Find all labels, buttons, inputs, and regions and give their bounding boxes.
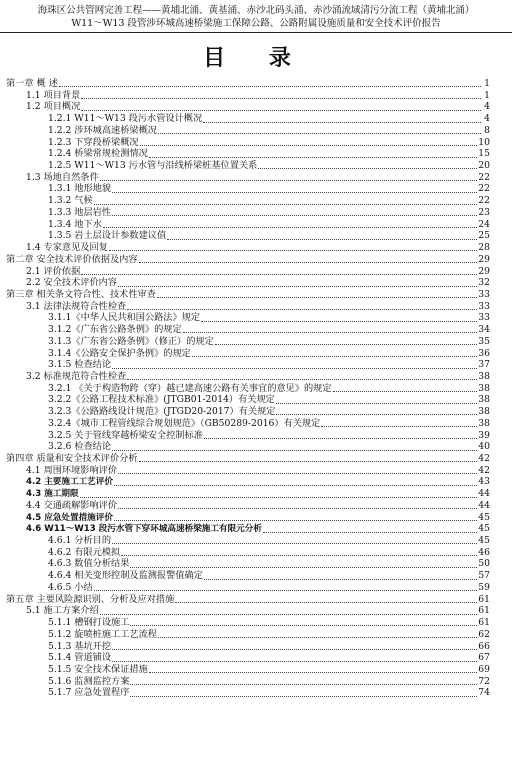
toc-dot-leader	[276, 395, 477, 404]
toc-entry[interactable]	[0, 664, 512, 676]
toc-entry-page-number: 38	[478, 394, 490, 406]
toc-entry[interactable]	[0, 641, 512, 653]
page-header	[0, 4, 512, 33]
toc-entry-label: 5.1.2 旋喷桩施工工艺流程	[48, 628, 157, 640]
toc-entry-page-number: 50	[478, 558, 490, 570]
toc-entry-label: 1.2.2 涉环城高速桥梁概况	[48, 124, 157, 136]
toc-entry-label: 4.5 应急处置措施评价	[26, 512, 113, 523]
toc-dot-leader	[112, 184, 477, 193]
toc-entry-label: 1.2.1 W11～W13 段污水管设计概况	[48, 113, 203, 125]
toc-dot-leader	[149, 149, 477, 158]
toc-dot-leader	[81, 266, 477, 275]
toc-entry-label: 3.1.5 检查结论	[48, 359, 112, 371]
toc-dot-leader	[139, 453, 478, 462]
toc-entry-label: 5.1.7 应急处置程序	[48, 687, 130, 699]
toc-entry-page-number: 36	[478, 347, 490, 359]
toc-entry-label: 第四章 质量和安全技术评价分析	[6, 453, 138, 464]
toc-entry[interactable]	[0, 406, 512, 418]
toc-entry-label: 3.1.4《公路安全保护条例》的规定	[48, 347, 191, 359]
toc-entry-page-number: 61	[478, 605, 490, 617]
toc-entry-page-number: 25	[478, 230, 490, 242]
toc-entry-page-number: 33	[478, 288, 490, 300]
toc-entry-page-number: 57	[478, 570, 490, 582]
toc-dot-leader	[167, 231, 477, 240]
toc-entry-label: 5.1.4 管道铺设	[48, 652, 112, 664]
toc-entry[interactable]	[0, 195, 512, 207]
toc-entry-label: 3.2.1 《关于构造物跨（穿）越已建高速公路有关事宜的意见》的规定	[48, 382, 332, 394]
toc-entry[interactable]	[0, 629, 512, 641]
toc-entry[interactable]	[0, 652, 512, 664]
toc-entry[interactable]	[0, 172, 512, 184]
table-of-contents	[0, 78, 512, 699]
toc-dot-leader	[175, 594, 477, 603]
toc-entry-label: 1.2.3 下穿段桥梁概况	[48, 136, 139, 148]
toc-entry-page-number: 44	[478, 488, 490, 500]
toc-entry-label: 4.6.2 有限元模拟	[48, 546, 121, 558]
toc-entry[interactable]	[0, 230, 512, 242]
toc-entry-page-number: 61	[478, 593, 490, 605]
toc-entry[interactable]	[0, 289, 512, 301]
toc-entry-label: 第二章 安全技术评价依据及内容	[6, 253, 138, 265]
toc-entry-label: 1.4 专家意见及回复	[26, 242, 108, 254]
toc-entry-label: 4.2 主要施工工艺评价	[26, 477, 113, 488]
toc-entry[interactable]	[0, 500, 512, 512]
toc-entry[interactable]	[0, 312, 512, 324]
toc-entry[interactable]	[0, 594, 512, 606]
toc-dot-leader	[81, 102, 481, 111]
toc-entry-page-number: 22	[478, 195, 490, 207]
toc-entry[interactable]	[0, 277, 512, 289]
toc-dot-leader	[127, 371, 477, 380]
toc-entry[interactable]	[0, 605, 512, 617]
toc-entry-page-number: 29	[478, 265, 490, 277]
toc-entry-page-number: 8	[484, 124, 490, 136]
toc-entry-label: 5.1 施工方案介绍	[26, 605, 99, 617]
toc-dot-leader	[114, 477, 477, 486]
toc-dot-leader	[112, 207, 477, 216]
toc-entry-page-number: 28	[478, 242, 490, 254]
toc-entry-label: 第三章 相关条文符合性、技术性审查	[6, 288, 156, 300]
toc-entry-page-number: 46	[478, 546, 490, 558]
toc-dot-leader	[118, 500, 477, 509]
toc-dot-leader	[103, 219, 477, 228]
toc-entry[interactable]	[0, 394, 512, 406]
toc-dot-leader	[158, 125, 481, 134]
toc-entry-label: 3.1.1《中华人民共和国公路法》规定	[48, 312, 201, 324]
toc-dot-leader	[183, 324, 478, 333]
toc-entry-page-number: 67	[478, 652, 490, 664]
toc-entry-label: 第一章 概 述	[6, 78, 58, 89]
toc-dot-leader	[321, 418, 477, 427]
toc-dot-leader	[121, 547, 477, 556]
toc-dot-leader	[149, 664, 477, 673]
toc-entry-label: 3.2.2《公路工程技术标准》(JTGB01-2014）有关规定	[48, 394, 275, 406]
toc-dot-leader	[158, 629, 477, 638]
toc-dot-leader	[130, 688, 477, 697]
toc-entry[interactable]	[0, 523, 512, 535]
toc-entry[interactable]	[0, 617, 512, 629]
toc-entry-label: 5.1.6 监测监控方案	[48, 675, 130, 687]
toc-entry-page-number: 38	[478, 370, 490, 382]
header-line-2: W11～W13 段管涉环城高速桥梁施工保障公路、公路附属设施质量和安全技术评价报告	[71, 18, 441, 29]
toc-entry[interactable]	[0, 430, 512, 442]
toc-entry-label: 1.3.3 地层岩性	[48, 206, 112, 218]
toc-entry-label: 3.1.2《广东省公路条例》的规定	[48, 324, 182, 336]
toc-entry-page-number: 4	[484, 101, 490, 113]
toc-entry[interactable]	[0, 535, 512, 547]
toc-dot-leader	[204, 571, 477, 580]
toc-entry-page-number: 45	[478, 523, 490, 535]
toc-entry-label: 3.2.6 检查结论	[48, 441, 112, 453]
toc-entry-page-number: 66	[478, 640, 490, 652]
toc-entry-label: 4.6.3 数值分析结果	[48, 558, 130, 570]
toc-entry-page-number: 33	[478, 312, 490, 324]
toc-entry-page-number: 72	[478, 675, 490, 687]
toc-entry-page-number: 38	[478, 417, 490, 429]
toc-dot-leader	[118, 278, 477, 287]
toc-entry-label: 3.2.4《城市工程管线综合规划规范》（GB50289-2016）有关规定	[48, 417, 321, 429]
toc-entry[interactable]	[0, 570, 512, 582]
toc-entry-page-number: 43	[478, 476, 490, 488]
toc-entry[interactable]	[0, 582, 512, 594]
toc-entry-page-number: 22	[478, 183, 490, 195]
toc-entry-page-number: 34	[478, 324, 490, 336]
toc-entry-label: 3.2 标准规范符合性检查	[26, 370, 127, 382]
toc-entry-page-number: 45	[478, 535, 490, 547]
toc-entry[interactable]	[0, 687, 512, 699]
toc-entry[interactable]	[0, 301, 512, 313]
toc-dot-leader	[203, 114, 481, 123]
toc-entry-label: 3.2.5 关于管线穿越桥梁安全控制标准	[48, 429, 203, 441]
toc-dot-leader	[333, 383, 478, 392]
toc-entry[interactable]	[0, 254, 512, 266]
toc-dot-leader	[130, 676, 477, 685]
toc-entry[interactable]	[0, 148, 512, 160]
toc-entry-label: 5.1.5 安全技术保证措施	[48, 663, 148, 675]
toc-dot-leader	[100, 606, 478, 615]
toc-entry[interactable]	[0, 383, 512, 395]
toc-entry-label: 1.3.2 气候	[48, 195, 93, 207]
toc-entry-label: 1.1 项目背景	[26, 89, 81, 101]
toc-entry-page-number: 20	[478, 160, 490, 172]
toc-entry-label: 1.3.1 地形地貌	[48, 183, 112, 195]
toc-entry-label: 4.1 周围环境影响评价	[26, 464, 118, 476]
toc-entry[interactable]	[0, 453, 512, 465]
toc-dot-leader	[258, 160, 477, 169]
toc-dot-leader	[192, 348, 477, 357]
toc-entry-page-number: 62	[478, 628, 490, 640]
toc-entry-label: 1.2.5 W11～W13 污水管与沿线桥梁桩基位置关系	[48, 160, 258, 172]
toc-entry-page-number: 61	[478, 617, 490, 629]
toc-entry[interactable]	[0, 266, 512, 278]
toc-entry[interactable]	[0, 78, 512, 90]
toc-dot-leader	[140, 137, 478, 146]
toc-dot-leader	[215, 336, 478, 345]
toc-dot-leader	[114, 512, 477, 521]
toc-entry-page-number: 15	[478, 148, 490, 160]
toc-entry-label: 4.4 交通疏解影响评价	[26, 499, 118, 511]
toc-entry-label: 4.6.1 分析目的	[48, 535, 112, 547]
toc-entry-label: 1.3.4 地下水	[48, 218, 102, 230]
toc-entry-page-number: 44	[478, 499, 490, 511]
toc-dot-leader	[100, 172, 478, 181]
toc-entry-page-number: 74	[478, 687, 490, 699]
toc-entry[interactable]	[0, 242, 512, 254]
toc-dot-leader	[112, 653, 477, 662]
toc-dot-leader	[201, 313, 477, 322]
toc-entry-page-number: 38	[478, 406, 490, 418]
toc-dot-leader	[112, 535, 477, 544]
toc-entry-page-number: 42	[478, 453, 490, 464]
toc-entry-page-number: 23	[478, 206, 490, 218]
toc-dot-leader	[157, 289, 477, 298]
toc-dot-leader	[118, 465, 477, 474]
toc-entry-page-number: 45	[478, 511, 490, 523]
toc-entry[interactable]	[0, 476, 512, 488]
toc-entry-page-number: 10	[478, 136, 490, 148]
toc-entry-label: 3.2.3《公路路线设计规范》(JTGD20-2017）有关规定	[48, 406, 276, 418]
toc-dot-leader	[139, 254, 478, 263]
toc-dot-leader	[81, 90, 481, 99]
toc-entry[interactable]	[0, 547, 512, 559]
toc-entry[interactable]	[0, 160, 512, 172]
toc-entry[interactable]	[0, 371, 512, 383]
toc-dot-leader	[204, 430, 477, 439]
toc-entry[interactable]	[0, 207, 512, 219]
toc-entry-page-number: 22	[478, 171, 490, 183]
toc-entry[interactable]	[0, 441, 512, 453]
toc-dot-leader	[263, 524, 477, 533]
toc-entry[interactable]	[0, 113, 512, 125]
toc-entry[interactable]	[0, 101, 512, 113]
toc-entry-page-number: 39	[478, 429, 490, 441]
toc-dot-leader	[112, 360, 477, 369]
toc-entry-page-number: 69	[478, 663, 490, 675]
toc-entry[interactable]	[0, 90, 512, 102]
toc-dot-leader	[59, 78, 481, 87]
toc-entry[interactable]	[0, 558, 512, 570]
toc-entry-page-number: 1	[484, 89, 490, 101]
toc-entry[interactable]	[0, 465, 512, 477]
toc-dot-leader	[130, 617, 477, 626]
toc-entry-page-number: 4	[484, 113, 490, 125]
toc-entry[interactable]	[0, 676, 512, 688]
toc-entry[interactable]	[0, 125, 512, 137]
toc-dot-leader	[94, 582, 478, 591]
toc-entry-label: 2.1 评价依据	[26, 265, 81, 277]
toc-entry-page-number: 1	[484, 78, 490, 89]
toc-entry[interactable]	[0, 348, 512, 360]
toc-entry-page-number: 33	[478, 300, 490, 312]
toc-entry-label: 5.1.3 基坑开挖	[48, 640, 112, 652]
toc-entry-page-number: 37	[478, 359, 490, 371]
page-title: 目 录	[203, 45, 309, 71]
toc-entry-label: 3.1.3《广东省公路条例》（修正）的规定	[48, 335, 214, 347]
toc-entry-label: 2.2 安全技术评价内容	[26, 277, 118, 289]
toc-entry[interactable]	[0, 324, 512, 336]
header-line-1: 海珠区公共管网完善工程——黄埔北涌、黄基涌、赤沙北码头涌、赤沙涌流域清污分流工程（黄埔北涌）	[37, 5, 475, 16]
toc-entry[interactable]	[0, 512, 512, 524]
toc-entry-label: 4.6 W11～W13 段污水管下穿环城高速桥梁施工有限元分析	[26, 524, 262, 535]
toc-entry-label: 4.3 施工期限	[26, 489, 79, 500]
toc-entry-label: 4.6.4 相关变形控制及监测报警值确定	[48, 570, 203, 582]
toc-entry-page-number: 35	[478, 335, 490, 347]
toc-entry[interactable]	[0, 183, 512, 195]
toc-entry-label: 1.2.4 桥梁常规检测情况	[48, 148, 148, 160]
toc-entry-page-number: 38	[478, 382, 490, 394]
toc-entry-label: 第五章 主要风险源识别、分析及应对措施	[6, 593, 175, 605]
toc-entry-label: 5.1.1 槽钢打设施工	[48, 617, 130, 629]
toc-dot-leader	[276, 406, 477, 415]
toc-entry[interactable]	[0, 336, 512, 348]
toc-entry-label: 1.2 项目概况	[26, 101, 81, 113]
toc-dot-leader	[127, 301, 477, 310]
toc-entry[interactable]	[0, 359, 512, 371]
toc-entry[interactable]	[0, 488, 512, 500]
toc-dot-leader	[94, 196, 478, 205]
toc-entry-label: 3.1 法律法规符合性检查	[26, 300, 127, 312]
toc-dot-leader	[109, 242, 477, 251]
toc-dot-leader	[112, 641, 477, 650]
toc-entry-page-number: 59	[478, 581, 490, 593]
toc-entry[interactable]	[0, 219, 512, 231]
toc-dot-leader	[130, 559, 477, 568]
toc-entry-page-number: 42	[478, 464, 490, 476]
toc-dot-leader	[80, 489, 478, 498]
toc-entry[interactable]	[0, 418, 512, 430]
toc-entry-label: 1.3 场地自然条件	[26, 171, 99, 183]
toc-entry-page-number: 32	[478, 277, 490, 289]
toc-dot-leader	[112, 442, 477, 451]
toc-entry-page-number: 29	[478, 253, 490, 265]
toc-entry-label: 1.3.5 岩土层设计参数建议值	[48, 230, 167, 242]
toc-entry[interactable]	[0, 137, 512, 149]
toc-entry-page-number: 40	[478, 441, 490, 453]
toc-entry-label: 4.6.5 小结	[48, 581, 93, 593]
toc-entry-page-number: 24	[478, 218, 490, 230]
